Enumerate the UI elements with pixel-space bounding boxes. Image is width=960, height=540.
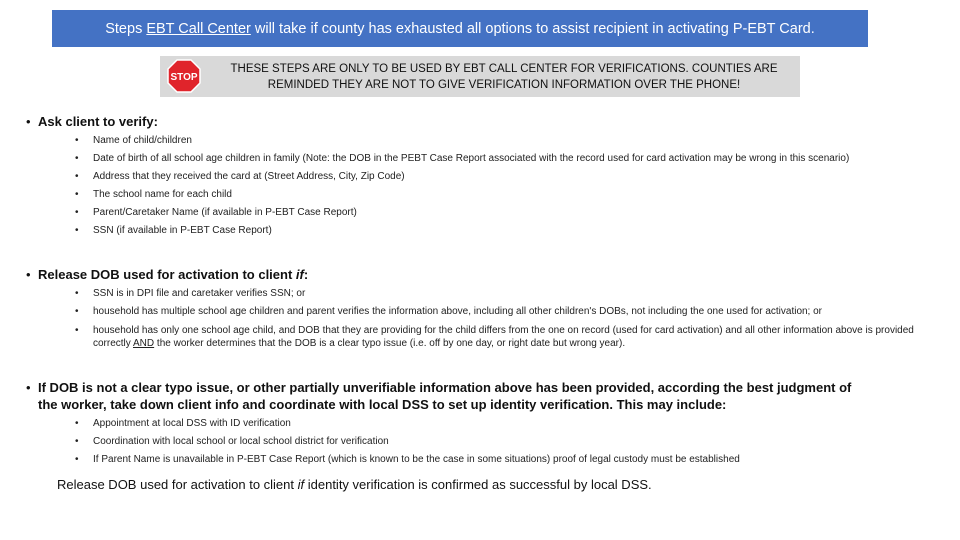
section-heading-dss bbox=[26, 379, 852, 413]
section-heading-text: Release DOB used for activation to client bbox=[38, 267, 296, 282]
notice-text bbox=[212, 61, 796, 93]
title-suffix: will take if county has exhausted all options to assist recipient in activating P-EBT Card. bbox=[250, 20, 815, 37]
list-item: • SSN is in DPI file and caretaker verifies SSN; or bbox=[75, 288, 306, 299]
bullet: • bbox=[26, 114, 31, 129]
final-statement bbox=[57, 477, 652, 492]
list-item: • Name of child/children bbox=[75, 135, 192, 146]
heading-line-1: If DOB is not a clear typo issue, or other partially unverifiable information above has been provided, according the best judgment of bbox=[38, 380, 852, 395]
title-link[interactable]: EBT Call Center bbox=[146, 20, 251, 37]
stop-notice bbox=[160, 56, 800, 97]
dss-list bbox=[75, 415, 740, 469]
list-item: • household has multiple school age children and parent verifies the information above, including all other children's DOBs, not including the one used for activation; or bbox=[75, 306, 823, 317]
title-prefix: Steps bbox=[105, 20, 147, 37]
notice-line-2: REMINDED THEY ARE NOT TO GIVE VERIFICATION INFORMATION OVER THE PHONE! bbox=[267, 79, 741, 91]
list-item: • household has only one school age child, and DOB that they are providing for the child differs from the one on record (used for card activation) and all other information above is provided correctly AND the worker determines that the DOB is a clear typo issue (i.e. off by one day, or right date but wrong year). bbox=[75, 325, 917, 349]
final-text: Release DOB used for activation to client bbox=[57, 477, 298, 492]
final-text-end: identity verification is confirmed as successful by local DSS. bbox=[304, 477, 652, 492]
list-item: • SSN (if available in P-EBT Case Report) bbox=[75, 225, 272, 236]
list-item: • Address that they received the card at (Street Address, City, Zip Code) bbox=[75, 171, 405, 182]
section-heading-release bbox=[26, 267, 309, 282]
if-emphasis: if bbox=[297, 477, 305, 492]
if-emphasis: if bbox=[295, 267, 304, 282]
and-emphasis: AND bbox=[133, 338, 155, 349]
list-item: • Appointment at local DSS with ID verification bbox=[75, 418, 291, 429]
stop-sign-icon bbox=[167, 59, 201, 93]
bullet: • bbox=[26, 267, 31, 282]
notice-line-1: THESE STEPS ARE ONLY TO BE USED BY EBT CALL CENTER FOR VERIFICATIONS. COUNTIES ARE bbox=[230, 63, 778, 75]
bullet: • bbox=[26, 380, 31, 395]
list-item: • Coordination with local school or local school district for verification bbox=[75, 436, 389, 447]
section-heading-text: Ask client to verify: bbox=[38, 114, 158, 129]
section-heading-verify bbox=[26, 114, 158, 129]
page-title bbox=[52, 10, 868, 47]
release-list bbox=[75, 285, 823, 321]
list-item: • The school name for each child bbox=[75, 189, 232, 200]
list-item: • Date of birth of all school age children in family (Note: the DOB in the PEBT Case Report associated with the record used for card activation may be wrong in this scenario) bbox=[75, 153, 850, 164]
stop-sign-text: STOP bbox=[170, 72, 198, 83]
heading-colon: : bbox=[303, 267, 309, 282]
verify-list bbox=[75, 132, 850, 240]
heading-line-2: the worker, take down client info and coordinate with local DSS to set up identity verification. This may include: bbox=[38, 397, 727, 412]
list-item: • Parent/Caretaker Name (if available in P-EBT Case Report) bbox=[75, 207, 357, 218]
list-item: • If Parent Name is unavailable in P-EBT Case Report (which is known to be the case in some situations) proof of legal custody must be established bbox=[75, 454, 740, 465]
